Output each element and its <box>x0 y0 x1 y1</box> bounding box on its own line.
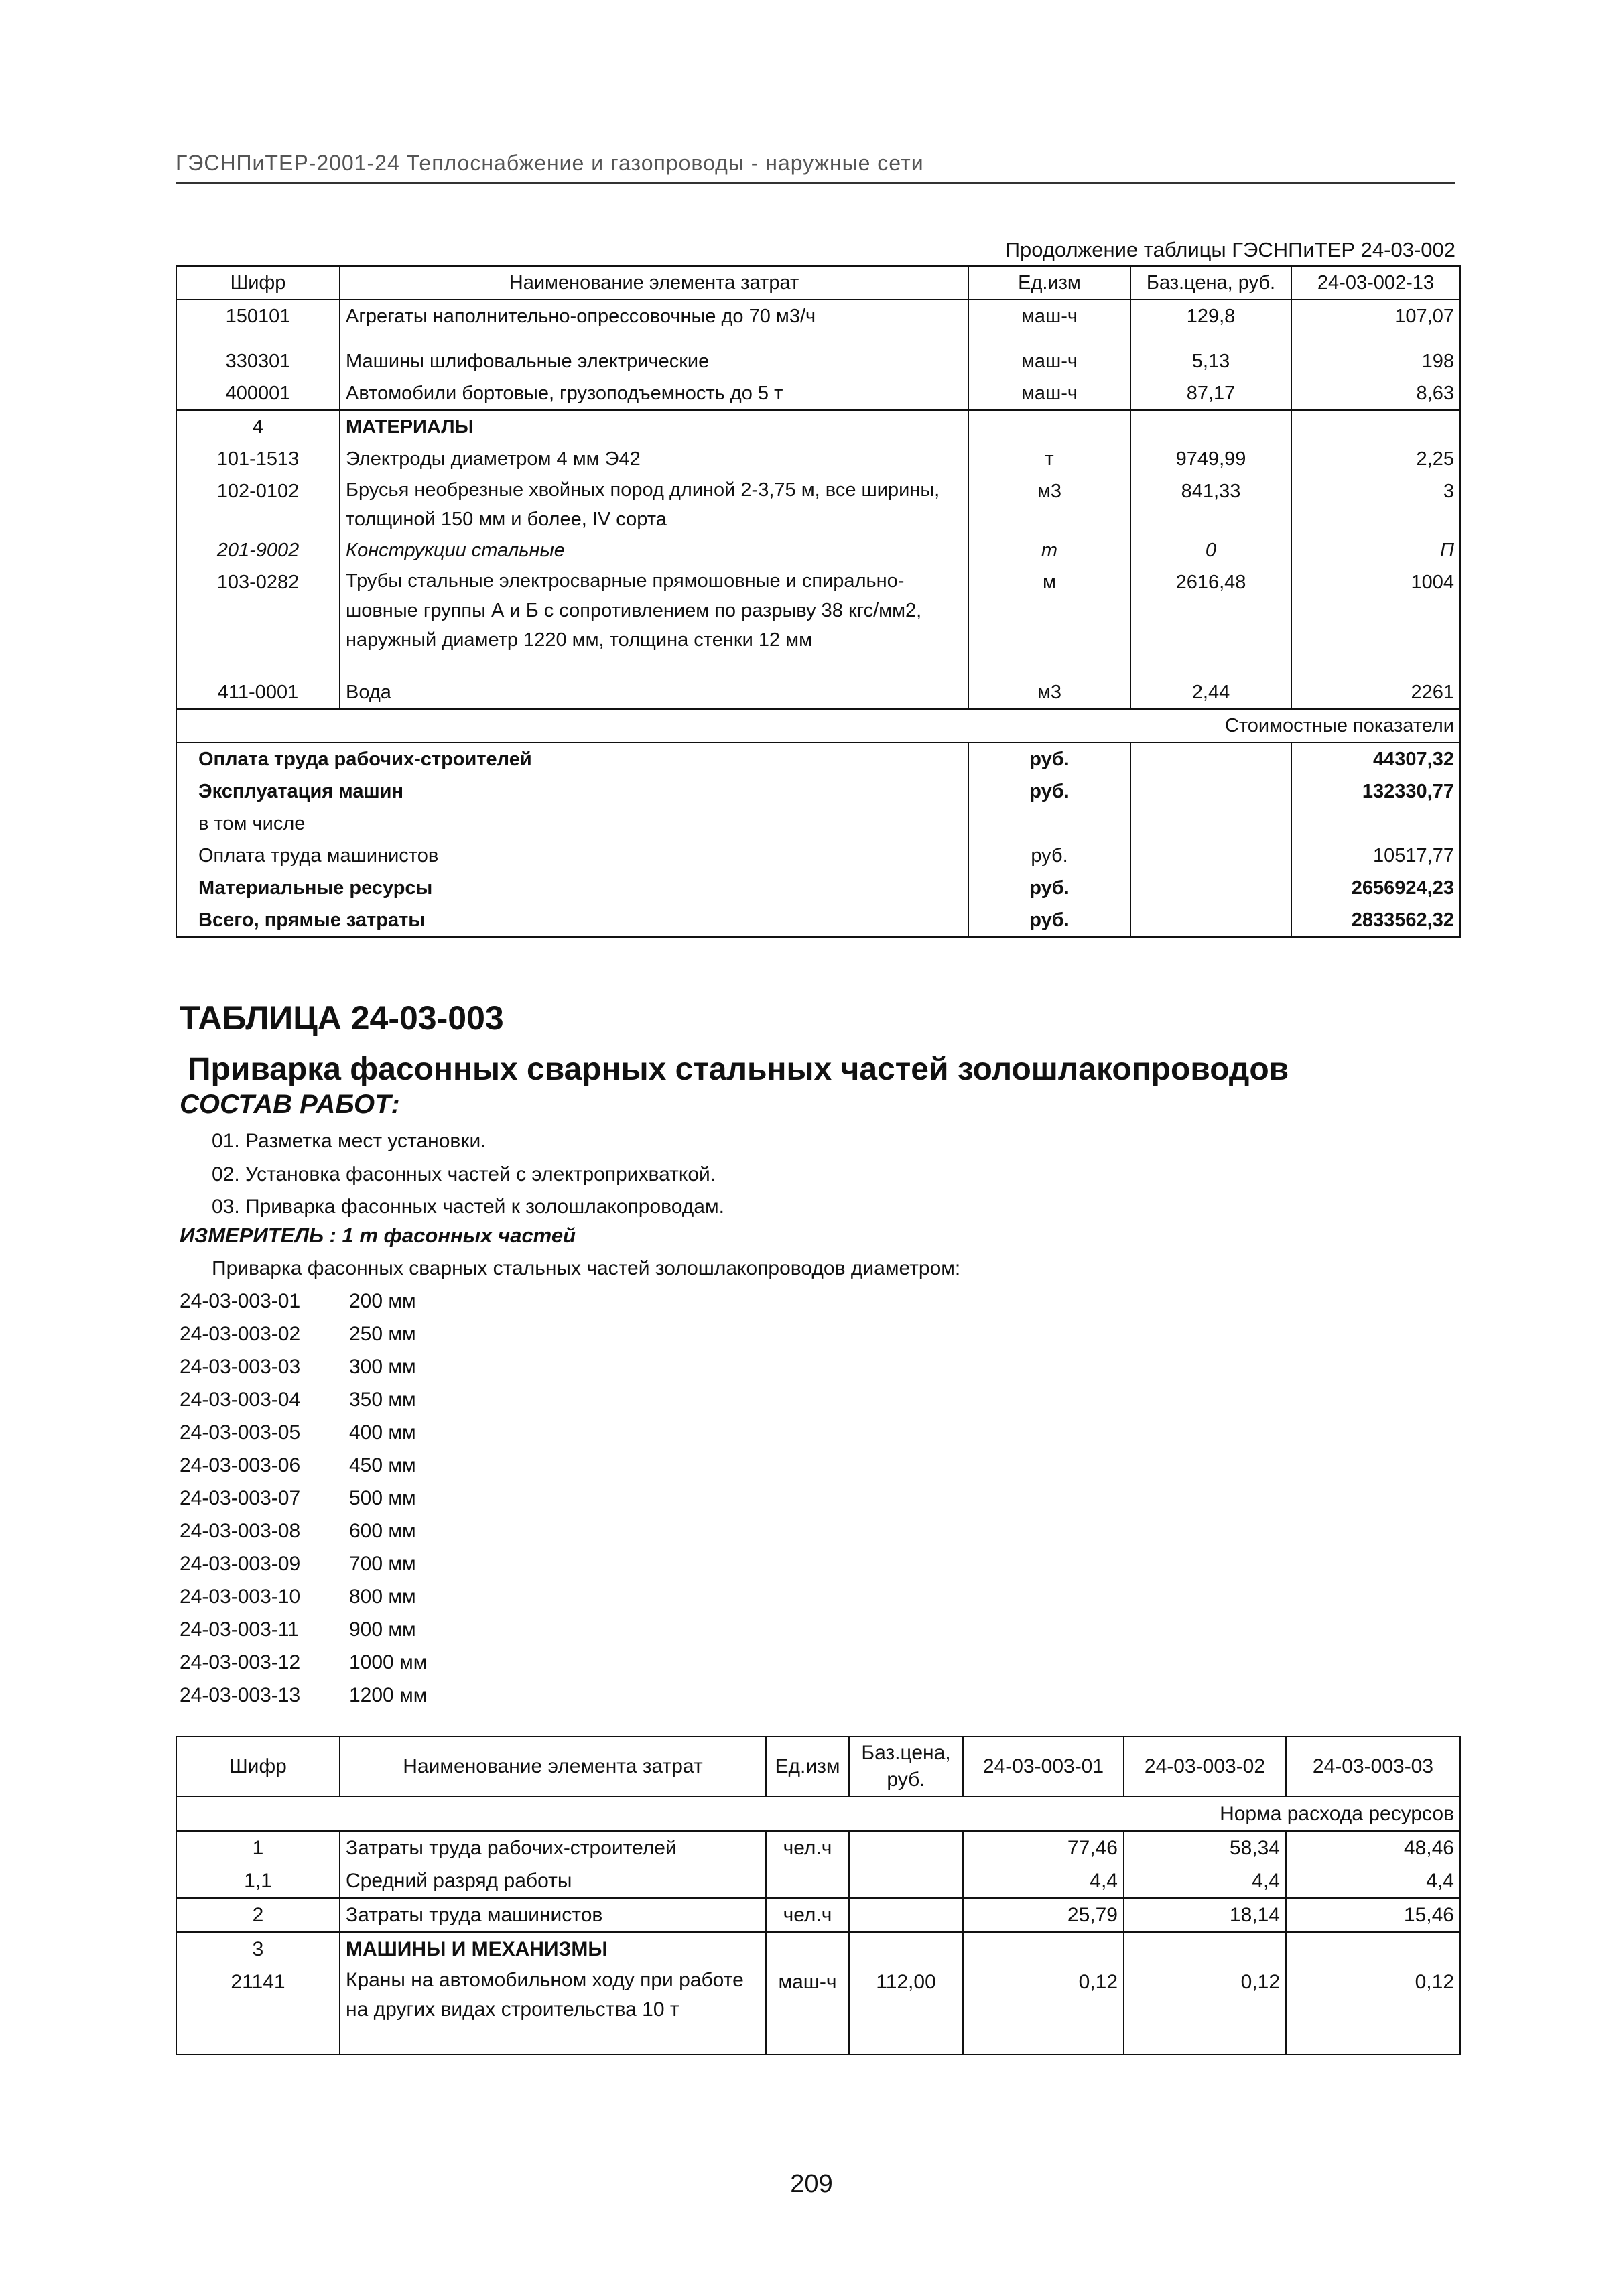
col-header-unit: Ед.изм <box>968 266 1130 300</box>
col-header-name: Наименование элемента затрат <box>340 266 968 300</box>
row-price: 9749,99 <box>1130 443 1291 475</box>
row-unit: чел.ч <box>766 1898 849 1932</box>
table-row <box>176 676 1460 709</box>
cost-label: Всего, прямые затраты <box>176 904 968 937</box>
row-code: 3 <box>176 1932 340 1966</box>
row-price: 5,13 <box>1130 345 1291 377</box>
cost-header-row <box>176 709 1460 743</box>
row-value: 2261 <box>1291 676 1460 709</box>
table-row <box>176 566 1460 676</box>
table-row <box>176 1966 1460 2055</box>
col-header-value-02: 24-03-003-02 <box>1124 1736 1286 1797</box>
diameter: 800 мм <box>349 1586 416 1608</box>
cost-row <box>176 872 1460 904</box>
cost-row <box>176 840 1460 872</box>
col-header-unit: Ед.изм <box>766 1736 849 1797</box>
cost-unit: руб. <box>968 872 1130 904</box>
row-value-03: 0,12 <box>1286 1966 1460 2055</box>
section-heading: МАШИНЫ И МЕХАНИЗМЫ <box>340 1932 766 1966</box>
row-value-03: 15,46 <box>1286 1898 1460 1932</box>
table-row <box>176 1831 1460 1864</box>
diameter: 900 мм <box>349 1618 416 1641</box>
header-rule <box>176 182 1455 184</box>
cost-unit: руб. <box>968 775 1130 808</box>
diameter: 350 мм <box>349 1389 416 1411</box>
cost-unit: руб. <box>968 840 1130 872</box>
list-item <box>180 1421 427 1454</box>
row-unit: маш-ч <box>766 1966 849 2055</box>
cost-row <box>176 775 1460 808</box>
row-price: 2,44 <box>1130 676 1291 709</box>
list-item <box>180 1356 427 1389</box>
row-unit: маш-ч <box>968 300 1130 345</box>
row-name: Машины шлифовальные электрические <box>340 345 968 377</box>
diameter: 450 мм <box>349 1454 416 1476</box>
row-value: 8,63 <box>1291 377 1460 410</box>
row-name: Брусья необрезные хвойных пород длиной 2-3,75 м, все ширины, толщиной 150 мм и более, IV сорта <box>340 475 968 534</box>
table-row <box>176 300 1460 345</box>
table-row <box>176 345 1460 377</box>
row-value-02: 0,12 <box>1124 1966 1286 2055</box>
row-price: 0 <box>1130 534 1291 566</box>
running-header: ГЭСНПиТЕР-2001-24 Теплоснабжение и газопроводы - наружные сети <box>176 151 924 175</box>
resource-table-24-03-002 <box>176 265 1461 938</box>
cost-unit: руб. <box>968 904 1130 937</box>
row-name: Затраты труда машинистов <box>340 1898 766 1932</box>
row-unit: чел.ч <box>766 1831 849 1864</box>
cost-label: Материальные ресурсы <box>176 872 968 904</box>
cost-label: Оплата труда рабочих-строителей <box>176 743 968 775</box>
row-price: 87,17 <box>1130 377 1291 410</box>
diameter: 300 мм <box>349 1356 416 1378</box>
row-code: 150101 <box>176 300 340 345</box>
row-unit: т <box>968 534 1130 566</box>
row-name: Средний разряд работы <box>340 1864 766 1898</box>
diameter: 1200 мм <box>349 1684 428 1706</box>
table-header-row <box>176 266 1460 300</box>
table-row <box>176 1898 1460 1932</box>
list-item <box>180 1454 427 1487</box>
row-name: Электроды диаметром 4 мм Э42 <box>340 443 968 475</box>
row-value: 2,25 <box>1291 443 1460 475</box>
col-header-value: 24-03-002-13 <box>1291 266 1460 300</box>
table-row <box>176 475 1460 534</box>
row-value-01: 77,46 <box>963 1831 1124 1864</box>
list-item <box>180 1684 427 1717</box>
table-title: ТАБЛИЦА 24-03-003 <box>180 999 504 1037</box>
row-price: 129,8 <box>1130 300 1291 345</box>
row-price <box>849 1864 963 1898</box>
row-value: 1004 <box>1291 566 1460 676</box>
row-value: П <box>1291 534 1460 566</box>
col-header-value-03: 24-03-003-03 <box>1286 1736 1460 1797</box>
col-header-name: Наименование элемента затрат <box>340 1736 766 1797</box>
code: 24-03-003-13 <box>180 1684 301 1706</box>
work-step: 02. Установка фасонных частей с электроприхваткой. <box>212 1163 716 1186</box>
row-value-02: 58,34 <box>1124 1831 1286 1864</box>
cost-row <box>176 808 1460 840</box>
work-step: 01. Разметка мест установки. <box>212 1130 486 1152</box>
row-value-01: 25,79 <box>963 1898 1124 1932</box>
cost-value: 2833562,32 <box>1291 904 1460 937</box>
table-continuation-caption: Продолжение таблицы ГЭСНПиТЕР 24-03-002 <box>1004 238 1455 261</box>
page-number: 209 <box>790 2170 833 2198</box>
row-code: 400001 <box>176 377 340 410</box>
code: 24-03-003-07 <box>180 1487 301 1509</box>
list-item <box>180 1487 427 1520</box>
list-item <box>180 1290 427 1323</box>
list-item <box>180 1553 427 1586</box>
row-name: Конструкции стальные <box>340 534 968 566</box>
diameter-code-list <box>180 1290 427 1717</box>
table-row <box>176 534 1460 566</box>
list-item <box>180 1618 427 1651</box>
row-unit: т <box>968 443 1130 475</box>
row-name: Трубы стальные электросварные прямошовные и спирально-шовные группы А и Б с сопротивлением по разрыву 38 кгс/мм2, наружный диаметр 1220 мм, толщина стенки 12 мм <box>340 566 968 676</box>
diameter: 400 мм <box>349 1421 416 1444</box>
work-composition-label: СОСТАВ РАБОТ: <box>180 1090 400 1119</box>
row-unit: м <box>968 566 1130 676</box>
col-header-code: Шифр <box>176 266 340 300</box>
row-code: 103-0282 <box>176 566 340 676</box>
code: 24-03-003-01 <box>180 1290 301 1312</box>
row-unit: м3 <box>968 475 1130 534</box>
norm-header-row <box>176 1797 1460 1831</box>
list-item <box>180 1651 427 1684</box>
diameter: 200 мм <box>349 1290 416 1312</box>
row-price: 112,00 <box>849 1966 963 2055</box>
table-header-row <box>176 1736 1460 1797</box>
row-value-01: 0,12 <box>963 1966 1124 2055</box>
row-name: Краны на автомобильном ходу при работе на других видах строительства 10 т <box>340 1966 766 2055</box>
code: 24-03-003-06 <box>180 1454 301 1476</box>
list-item <box>180 1323 427 1356</box>
row-code: 1,1 <box>176 1864 340 1898</box>
row-code: 201-9002 <box>176 534 340 566</box>
row-name: Агрегаты наполнительно-опрессовочные до 70 м3/ч <box>340 300 968 345</box>
work-step: 03. Приварка фасонных частей к золошлакопроводам. <box>212 1196 724 1218</box>
section-row <box>176 410 1460 443</box>
row-code: 21141 <box>176 1966 340 2055</box>
row-unit: маш-ч <box>968 345 1130 377</box>
row-price <box>849 1831 963 1864</box>
row-code: 330301 <box>176 345 340 377</box>
diameter: 600 мм <box>349 1520 416 1542</box>
row-unit: м3 <box>968 676 1130 709</box>
cost-label: Эксплуатация машин <box>176 775 968 808</box>
row-value: 107,07 <box>1291 300 1460 345</box>
work-title: Приварка фасонных сварных стальных частей золошлакопроводов <box>188 1051 1289 1087</box>
code: 24-03-003-05 <box>180 1421 301 1444</box>
row-code: 411-0001 <box>176 676 340 709</box>
row-code: 101-1513 <box>176 443 340 475</box>
row-code: 4 <box>176 410 340 443</box>
section-row <box>176 1932 1460 1966</box>
list-item <box>180 1586 427 1618</box>
norm-section-header: Норма расхода ресурсов <box>176 1797 1460 1831</box>
col-header-price: Баз.цена, руб. <box>1130 266 1291 300</box>
row-code: 1 <box>176 1831 340 1864</box>
row-unit: маш-ч <box>968 377 1130 410</box>
row-name: Автомобили бортовые, грузоподъемность до 5 т <box>340 377 968 410</box>
code: 24-03-003-12 <box>180 1651 301 1673</box>
cost-row <box>176 743 1460 775</box>
diameter: 700 мм <box>349 1553 416 1575</box>
table-row <box>176 443 1460 475</box>
row-value-03: 48,46 <box>1286 1831 1460 1864</box>
cost-label: Оплата труда машинистов <box>176 840 968 872</box>
work-description: Приварка фасонных сварных стальных частей золошлакопроводов диаметром: <box>212 1257 961 1279</box>
list-item <box>180 1389 427 1421</box>
code: 24-03-003-08 <box>180 1520 301 1542</box>
row-unit <box>766 1864 849 1898</box>
row-value: 198 <box>1291 345 1460 377</box>
row-value: 3 <box>1291 475 1460 534</box>
col-header-value-01: 24-03-003-01 <box>963 1736 1124 1797</box>
cost-section-header: Стоимостные показатели <box>176 709 1460 743</box>
row-name: Затраты труда рабочих-строителей <box>340 1831 766 1864</box>
code: 24-03-003-11 <box>180 1618 299 1641</box>
cost-value: 2656924,23 <box>1291 872 1460 904</box>
table-row <box>176 1864 1460 1898</box>
row-name: Вода <box>340 676 968 709</box>
cost-unit: руб. <box>968 743 1130 775</box>
list-item <box>180 1520 427 1553</box>
cost-value: 10517,77 <box>1291 840 1460 872</box>
table-row <box>176 377 1460 410</box>
code: 24-03-003-03 <box>180 1356 301 1378</box>
row-value-01: 4,4 <box>963 1864 1124 1898</box>
cost-value: 44307,32 <box>1291 743 1460 775</box>
code: 24-03-003-09 <box>180 1553 301 1575</box>
code: 24-03-003-04 <box>180 1389 301 1411</box>
cost-value: 132330,77 <box>1291 775 1460 808</box>
row-code: 2 <box>176 1898 340 1932</box>
row-price: 841,33 <box>1130 475 1291 534</box>
diameter: 500 мм <box>349 1487 416 1509</box>
resource-table-24-03-003 <box>176 1736 1461 2055</box>
row-value-02: 18,14 <box>1124 1898 1286 1932</box>
diameter: 1000 мм <box>349 1651 428 1673</box>
row-value-03: 4,4 <box>1286 1864 1460 1898</box>
row-price <box>849 1898 963 1932</box>
row-price: 2616,48 <box>1130 566 1291 676</box>
row-value-02: 4,4 <box>1124 1864 1286 1898</box>
col-header-price: Баз.цена, руб. <box>849 1736 963 1797</box>
measure-unit: ИЗМЕРИТЕЛЬ : 1 т фасонных частей <box>180 1224 576 1247</box>
col-header-code: Шифр <box>176 1736 340 1797</box>
diameter: 250 мм <box>349 1323 416 1345</box>
code: 24-03-003-10 <box>180 1586 301 1608</box>
code: 24-03-003-02 <box>180 1323 301 1345</box>
row-code: 102-0102 <box>176 475 340 534</box>
section-heading: МАТЕРИАЛЫ <box>340 410 968 443</box>
cost-row <box>176 904 1460 937</box>
cost-label: в том числе <box>176 808 968 840</box>
